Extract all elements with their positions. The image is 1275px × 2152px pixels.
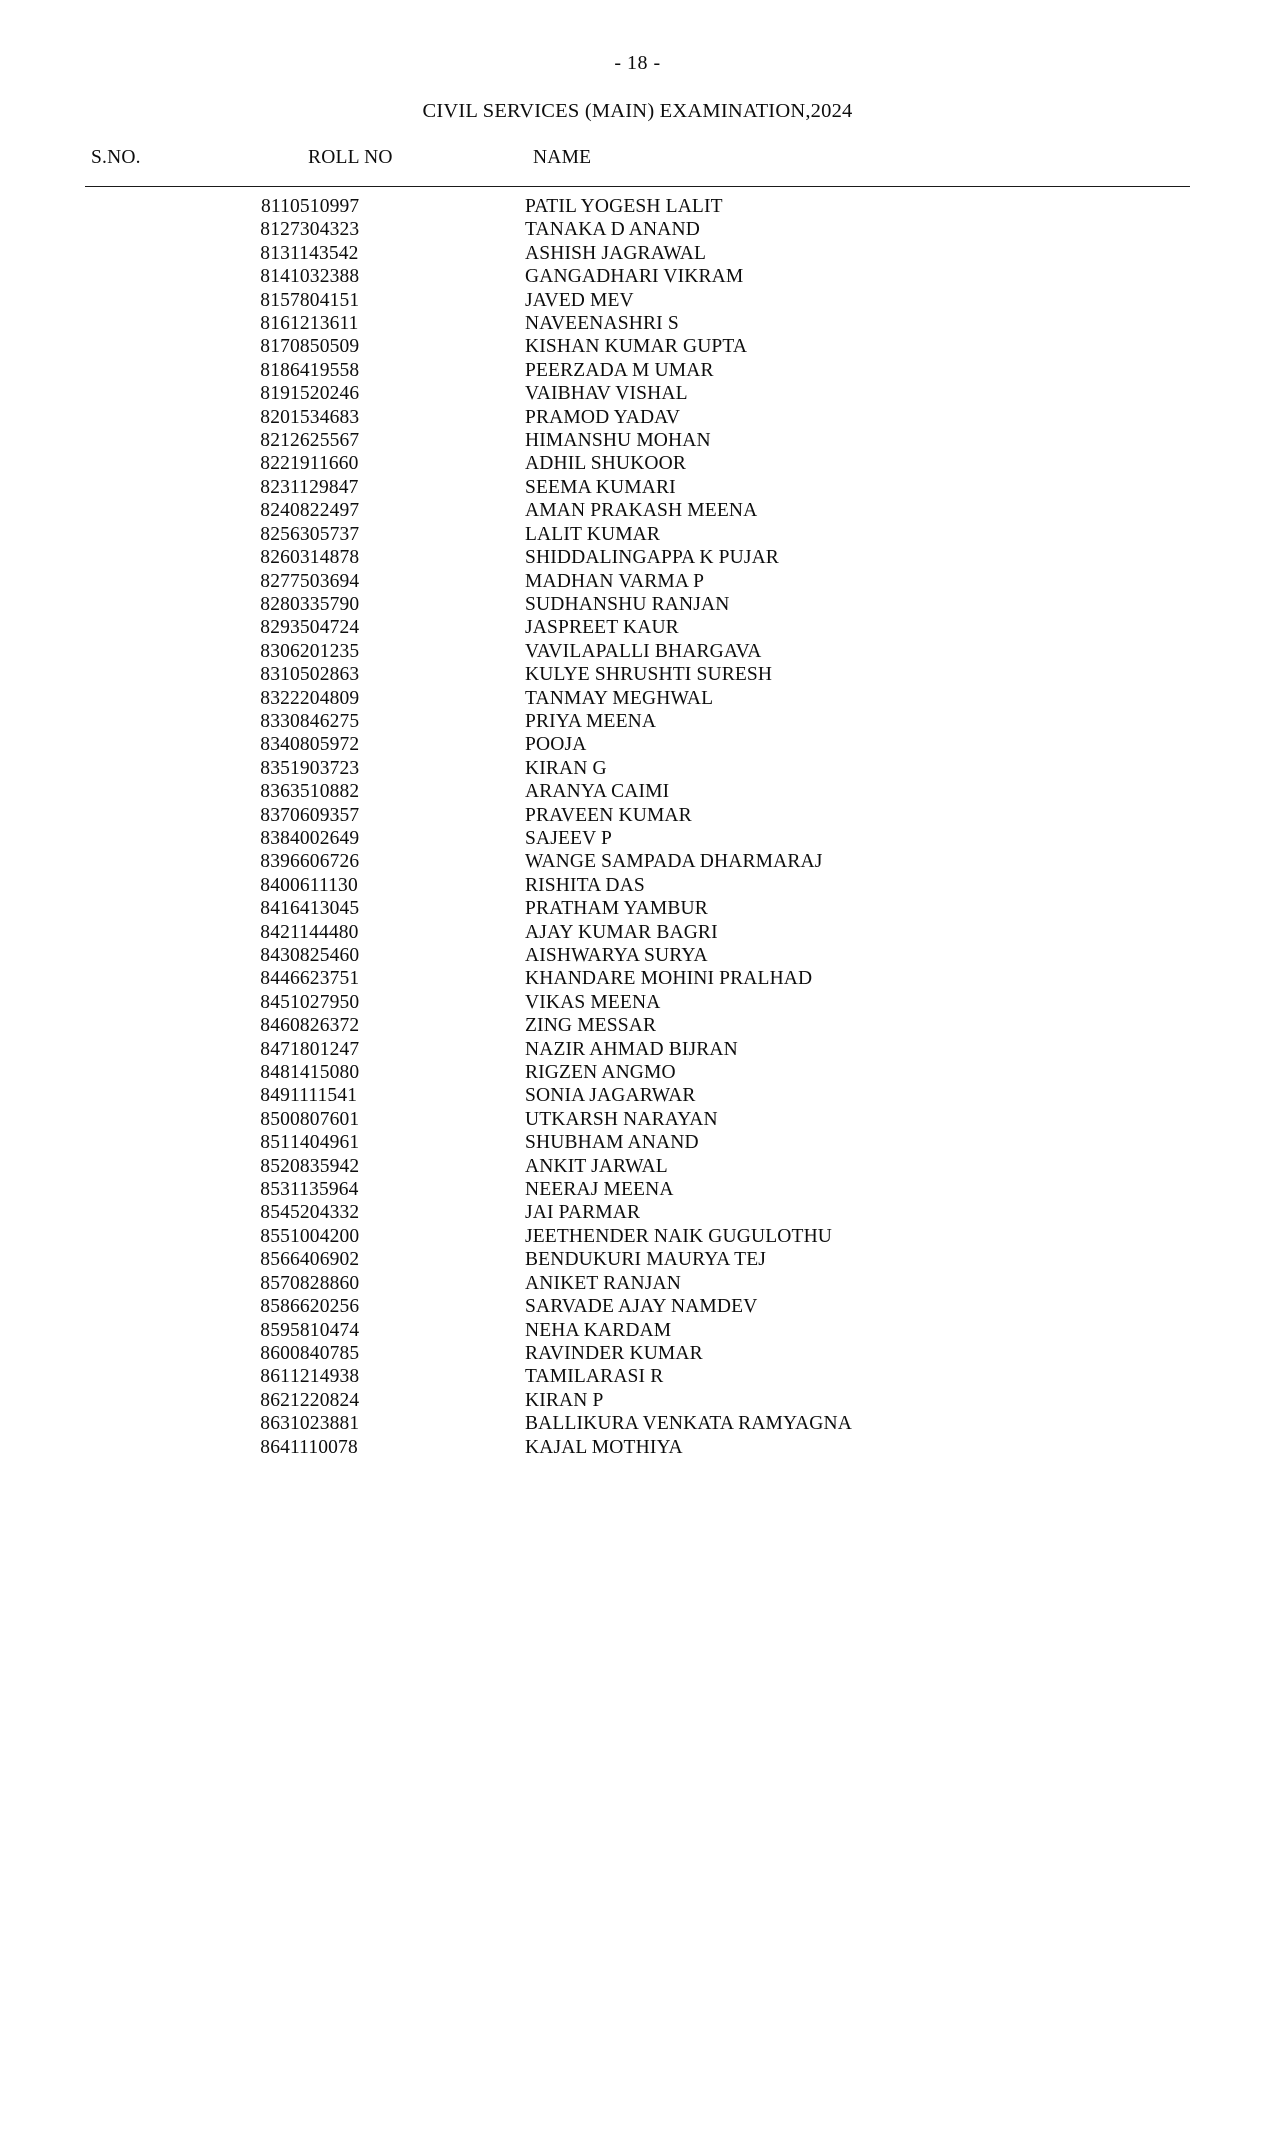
cell-sno: 816 xyxy=(260,313,290,335)
table-row xyxy=(85,827,1190,850)
cell-name: TAMILARASI R xyxy=(525,1366,664,1388)
cell-roll-no: 1144480 xyxy=(290,921,359,943)
cell-name: UTKARSH NARAYAN xyxy=(525,1108,718,1130)
table-row xyxy=(85,476,1190,499)
table-row xyxy=(85,1272,1190,1295)
table-row xyxy=(85,1108,1190,1131)
cell-name: AISHWARYA SURYA xyxy=(525,945,708,966)
cell-roll-no: 7804151 xyxy=(290,289,360,311)
table-row xyxy=(85,687,1190,710)
page-number: - 18 - xyxy=(614,52,661,74)
cell-roll-no: 0840785 xyxy=(290,1342,360,1364)
table-row xyxy=(85,265,1190,288)
table-row xyxy=(85,335,1190,358)
cell-roll-no: 0825460 xyxy=(290,945,360,966)
cell-roll-no: 1129847 xyxy=(290,476,359,498)
table-row xyxy=(85,570,1190,593)
cell-name: AMAN PRAKASH MEENA xyxy=(525,500,758,522)
cell-roll-no: 1404961 xyxy=(290,1132,360,1154)
table-row xyxy=(85,710,1190,733)
table-row xyxy=(85,640,1190,663)
column-header-sno: S.NO. xyxy=(91,147,141,168)
cell-roll-no: 5810474 xyxy=(290,1319,360,1341)
cell-roll-no: 0609357 xyxy=(290,804,360,826)
cell-sno: 820 xyxy=(260,406,290,428)
table-row xyxy=(85,1038,1190,1061)
cell-roll-no: 0822497 xyxy=(290,500,360,522)
results-table xyxy=(85,147,1190,1459)
table-row xyxy=(85,1248,1190,1271)
cell-sno: 851 xyxy=(260,1132,290,1154)
cell-name: SONIA JAGARWAR xyxy=(525,1085,696,1107)
cell-sno: 836 xyxy=(260,781,290,803)
cell-name: PRATHAM YAMBUR xyxy=(525,898,708,920)
results-table-container xyxy=(0,147,1275,1459)
cell-name: BALLIKURA VENKATA RAMYAGNA xyxy=(525,1413,852,1435)
document-page xyxy=(0,52,1275,2152)
cell-name: PRAVEEN KUMAR xyxy=(525,804,692,826)
cell-sno: 847 xyxy=(260,1038,290,1060)
cell-sno: 844 xyxy=(260,968,290,990)
cell-sno: 842 xyxy=(260,921,290,943)
cell-name: JASPREET KAUR xyxy=(525,617,679,639)
table-row xyxy=(85,733,1190,756)
cell-sno: 848 xyxy=(260,1062,290,1084)
table-row xyxy=(85,991,1190,1014)
cell-sno: 811 xyxy=(261,196,290,217)
column-header-roll-no: ROLL NO xyxy=(308,147,393,168)
table-row xyxy=(85,921,1190,944)
cell-name: TANMAY MEGHWAL xyxy=(525,687,714,709)
table-row xyxy=(85,757,1190,780)
table-row xyxy=(85,616,1190,639)
cell-sno: 826 xyxy=(260,547,290,569)
cell-sno: 850 xyxy=(260,1108,290,1130)
table-row xyxy=(85,187,1190,218)
table-row xyxy=(85,967,1190,990)
cell-roll-no: 0826372 xyxy=(290,1015,360,1037)
cell-sno: 854 xyxy=(260,1202,290,1224)
table-row xyxy=(85,429,1190,452)
table-row xyxy=(85,1225,1190,1248)
cell-roll-no: 1534683 xyxy=(290,406,360,428)
table-row xyxy=(85,1295,1190,1318)
cell-roll-no: 1220824 xyxy=(290,1389,360,1411)
cell-name: KAJAL MOTHIYA xyxy=(525,1436,683,1458)
table-row xyxy=(85,1155,1190,1178)
cell-roll-no: 2625567 xyxy=(290,430,360,452)
cell-sno: 840 xyxy=(260,874,290,896)
cell-roll-no: 6413045 xyxy=(290,898,360,920)
cell-name: RAVINDER KUMAR xyxy=(525,1342,703,1364)
cell-roll-no: 1214938 xyxy=(290,1366,360,1388)
cell-sno: 832 xyxy=(260,687,290,709)
cell-roll-no: 2204809 xyxy=(290,687,360,709)
cell-name: NEHA KARDAM xyxy=(525,1319,672,1341)
cell-name: TANAKA D ANAND xyxy=(525,219,700,241)
table-row xyxy=(85,499,1190,522)
cell-name: PRIYA MEENA xyxy=(525,710,657,732)
cell-sno: 852 xyxy=(260,1155,290,1177)
table-row xyxy=(85,1365,1190,1388)
cell-roll-no: 0805972 xyxy=(290,734,360,756)
cell-roll-no: 1111541 xyxy=(290,1085,358,1107)
cell-name: ANIKET RANJAN xyxy=(525,1272,681,1294)
cell-name: RISHITA DAS xyxy=(525,874,645,896)
cell-name: SAJEEV P xyxy=(525,827,612,849)
table-row xyxy=(85,218,1190,241)
cell-sno: 843 xyxy=(260,945,290,966)
cell-name: PEERZADA M UMAR xyxy=(525,359,714,381)
cell-sno: 829 xyxy=(260,617,290,639)
cell-sno: 813 xyxy=(260,242,290,264)
cell-roll-no: 6419558 xyxy=(290,359,360,381)
cell-roll-no: 1520246 xyxy=(290,383,360,405)
cell-sno: 846 xyxy=(260,1015,290,1037)
cell-sno: 856 xyxy=(260,1249,290,1271)
cell-sno: 857 xyxy=(260,1272,290,1294)
cell-name: HIMANSHU MOHAN xyxy=(525,430,711,452)
cell-roll-no: 6201235 xyxy=(290,640,360,662)
table-row xyxy=(85,1319,1190,1342)
table-row xyxy=(85,897,1190,920)
cell-roll-no: 0335790 xyxy=(290,593,360,615)
cell-sno: 833 xyxy=(260,710,290,732)
cell-roll-no: 0850509 xyxy=(290,336,360,358)
cell-name: ASHISH JAGRAWAL xyxy=(525,242,707,264)
cell-sno: 860 xyxy=(260,1342,290,1364)
cell-name: WANGE SAMPADA DHARMARAJ xyxy=(525,851,823,873)
cell-roll-no: 6620256 xyxy=(290,1296,360,1318)
cell-name: NAVEENASHRI S xyxy=(525,313,679,335)
cell-roll-no: 3510882 xyxy=(290,781,360,803)
table-row xyxy=(85,1412,1190,1435)
table-row xyxy=(85,1342,1190,1365)
cell-name: LALIT KUMAR xyxy=(525,523,661,545)
cell-name: SHUBHAM ANAND xyxy=(525,1132,699,1154)
cell-name: KHANDARE MOHINI PRALHAD xyxy=(525,968,813,990)
cell-roll-no: 5204332 xyxy=(290,1202,360,1224)
cell-name: JEETHENDER NAIK GUGULOTHU xyxy=(525,1225,833,1247)
table-row xyxy=(85,1201,1190,1224)
table-body xyxy=(85,187,1190,1459)
cell-name: POOJA xyxy=(525,734,587,756)
cell-roll-no: 1903723 xyxy=(290,757,360,779)
cell-roll-no: 0314878 xyxy=(290,547,360,569)
cell-roll-no: 1027950 xyxy=(290,991,360,1013)
cell-sno: 828 xyxy=(260,593,290,615)
cell-roll-no: 6606726 xyxy=(290,851,360,873)
cell-sno: 834 xyxy=(260,734,290,756)
cell-sno: 823 xyxy=(260,476,290,498)
cell-sno: 827 xyxy=(260,570,290,592)
cell-roll-no: 1911660 xyxy=(290,453,359,475)
cell-sno: 839 xyxy=(260,851,290,873)
cell-sno: 861 xyxy=(260,1366,290,1388)
cell-sno: 821 xyxy=(260,430,290,452)
cell-sno: 849 xyxy=(260,1085,290,1107)
cell-roll-no: 0611130 xyxy=(290,874,358,896)
cell-name: SUDHANSHU RANJAN xyxy=(525,593,730,615)
cell-sno: 812 xyxy=(260,219,290,241)
table-row xyxy=(85,523,1190,546)
cell-sno: 858 xyxy=(260,1296,290,1318)
cell-name: PRAMOD YADAV xyxy=(525,406,681,428)
cell-sno: 862 xyxy=(260,1389,290,1411)
table-row xyxy=(85,312,1190,335)
cell-sno: 837 xyxy=(260,804,290,826)
table-row xyxy=(85,546,1190,569)
cell-roll-no: 1110078 xyxy=(290,1436,358,1458)
cell-roll-no: 1004200 xyxy=(290,1225,360,1247)
cell-sno: 863 xyxy=(260,1413,290,1435)
table-row xyxy=(85,382,1190,405)
cell-sno: 835 xyxy=(260,757,290,779)
cell-sno: 853 xyxy=(260,1179,290,1201)
table-row xyxy=(85,850,1190,873)
cell-sno: 831 xyxy=(260,664,290,686)
cell-roll-no: 0807601 xyxy=(290,1108,360,1130)
table-row xyxy=(85,1389,1190,1412)
cell-roll-no: 4002649 xyxy=(290,827,360,849)
table-header-row xyxy=(85,147,1190,186)
cell-roll-no: 7503694 xyxy=(290,570,360,592)
cell-name: VAIBHAV VISHAL xyxy=(525,383,688,405)
cell-sno: 814 xyxy=(260,266,290,288)
table-row xyxy=(85,359,1190,382)
cell-sno: 825 xyxy=(260,523,290,545)
cell-name: KIRAN G xyxy=(525,757,607,779)
cell-roll-no: 0835942 xyxy=(290,1155,360,1177)
cell-name: KIRAN P xyxy=(525,1389,604,1411)
table-row xyxy=(85,1131,1190,1154)
cell-roll-no: 1213611 xyxy=(290,313,359,335)
cell-roll-no: 0828860 xyxy=(290,1272,360,1294)
cell-name: RIGZEN ANGMO xyxy=(525,1062,676,1084)
cell-sno: 830 xyxy=(260,640,290,662)
cell-sno: 817 xyxy=(260,336,290,358)
table-row xyxy=(85,1436,1190,1459)
cell-sno: 818 xyxy=(260,359,290,381)
cell-name: ADHIL SHUKOOR xyxy=(525,453,687,475)
table-row xyxy=(85,593,1190,616)
cell-name: GANGADHARI VIKRAM xyxy=(525,266,744,288)
table-row xyxy=(85,1178,1190,1201)
cell-sno: 859 xyxy=(260,1319,290,1341)
cell-sno: 824 xyxy=(260,500,290,522)
cell-name: JAVED MEV xyxy=(525,289,634,311)
table-row xyxy=(85,663,1190,686)
cell-name: PATIL YOGESH LALIT xyxy=(525,196,723,217)
table-row xyxy=(85,406,1190,429)
cell-roll-no: 1135964 xyxy=(290,1179,359,1201)
cell-name: NAZIR AHMAD BIJRAN xyxy=(525,1038,738,1060)
cell-name: KISHAN KUMAR GUPTA xyxy=(525,336,748,358)
table-row xyxy=(85,804,1190,827)
cell-name: SARVADE AJAY NAMDEV xyxy=(525,1296,758,1318)
cell-sno: 855 xyxy=(260,1225,290,1247)
cell-name: KULYE SHRUSHTI SURESH xyxy=(525,664,773,686)
cell-name: SEEMA KUMARI xyxy=(525,476,676,498)
table-row xyxy=(85,452,1190,475)
cell-roll-no: 6305737 xyxy=(290,523,360,545)
cell-roll-no: 6623751 xyxy=(290,968,360,990)
cell-roll-no: 1415080 xyxy=(290,1062,360,1084)
table-row xyxy=(85,1084,1190,1107)
cell-name: ANKIT JARWAL xyxy=(525,1155,668,1177)
cell-roll-no: 6406902 xyxy=(290,1249,360,1271)
cell-sno: 838 xyxy=(260,827,290,849)
cell-name: SHIDDALINGAPPA K PUJAR xyxy=(525,547,779,569)
cell-name: NEERAJ MEENA xyxy=(525,1179,674,1201)
cell-roll-no: 0846275 xyxy=(290,710,360,732)
cell-sno: 815 xyxy=(260,289,290,311)
cell-roll-no: 1023881 xyxy=(290,1413,360,1435)
cell-roll-no: 0510997 xyxy=(290,196,360,217)
table-row xyxy=(85,1061,1190,1084)
cell-sno: 822 xyxy=(260,453,290,475)
cell-roll-no: 1143542 xyxy=(290,242,359,264)
cell-name: BENDUKURI MAURYA TEJ xyxy=(525,1249,766,1271)
table-row xyxy=(85,944,1190,967)
column-header-name: NAME xyxy=(533,147,592,168)
cell-name: AJAY KUMAR BAGRI xyxy=(525,921,718,943)
cell-roll-no: 0502863 xyxy=(290,664,360,686)
table-row xyxy=(85,242,1190,265)
table-row xyxy=(85,780,1190,803)
cell-sno: 819 xyxy=(260,383,290,405)
table-row xyxy=(85,874,1190,897)
cell-name: VAVILAPALLI BHARGAVA xyxy=(525,640,762,662)
cell-roll-no: 1032388 xyxy=(290,266,360,288)
table-row xyxy=(85,289,1190,312)
table-header xyxy=(85,147,1190,187)
cell-roll-no: 1801247 xyxy=(290,1038,360,1060)
cell-roll-no: 7304323 xyxy=(290,219,360,241)
cell-name: ARANYA CAIMI xyxy=(525,781,670,803)
cell-name: JAI PARMAR xyxy=(525,1202,641,1224)
cell-sno: 864 xyxy=(260,1436,290,1458)
cell-roll-no: 3504724 xyxy=(290,617,360,639)
cell-name: ZING MESSAR xyxy=(525,1015,657,1037)
cell-sno: 841 xyxy=(260,898,290,920)
table-row xyxy=(85,1014,1190,1037)
cell-name: MADHAN VARMA P xyxy=(525,570,705,592)
cell-name: VIKAS MEENA xyxy=(525,991,661,1013)
cell-sno: 845 xyxy=(260,991,290,1013)
document-title: CIVIL SERVICES (MAIN) EXAMINATION,2024 xyxy=(422,100,853,122)
